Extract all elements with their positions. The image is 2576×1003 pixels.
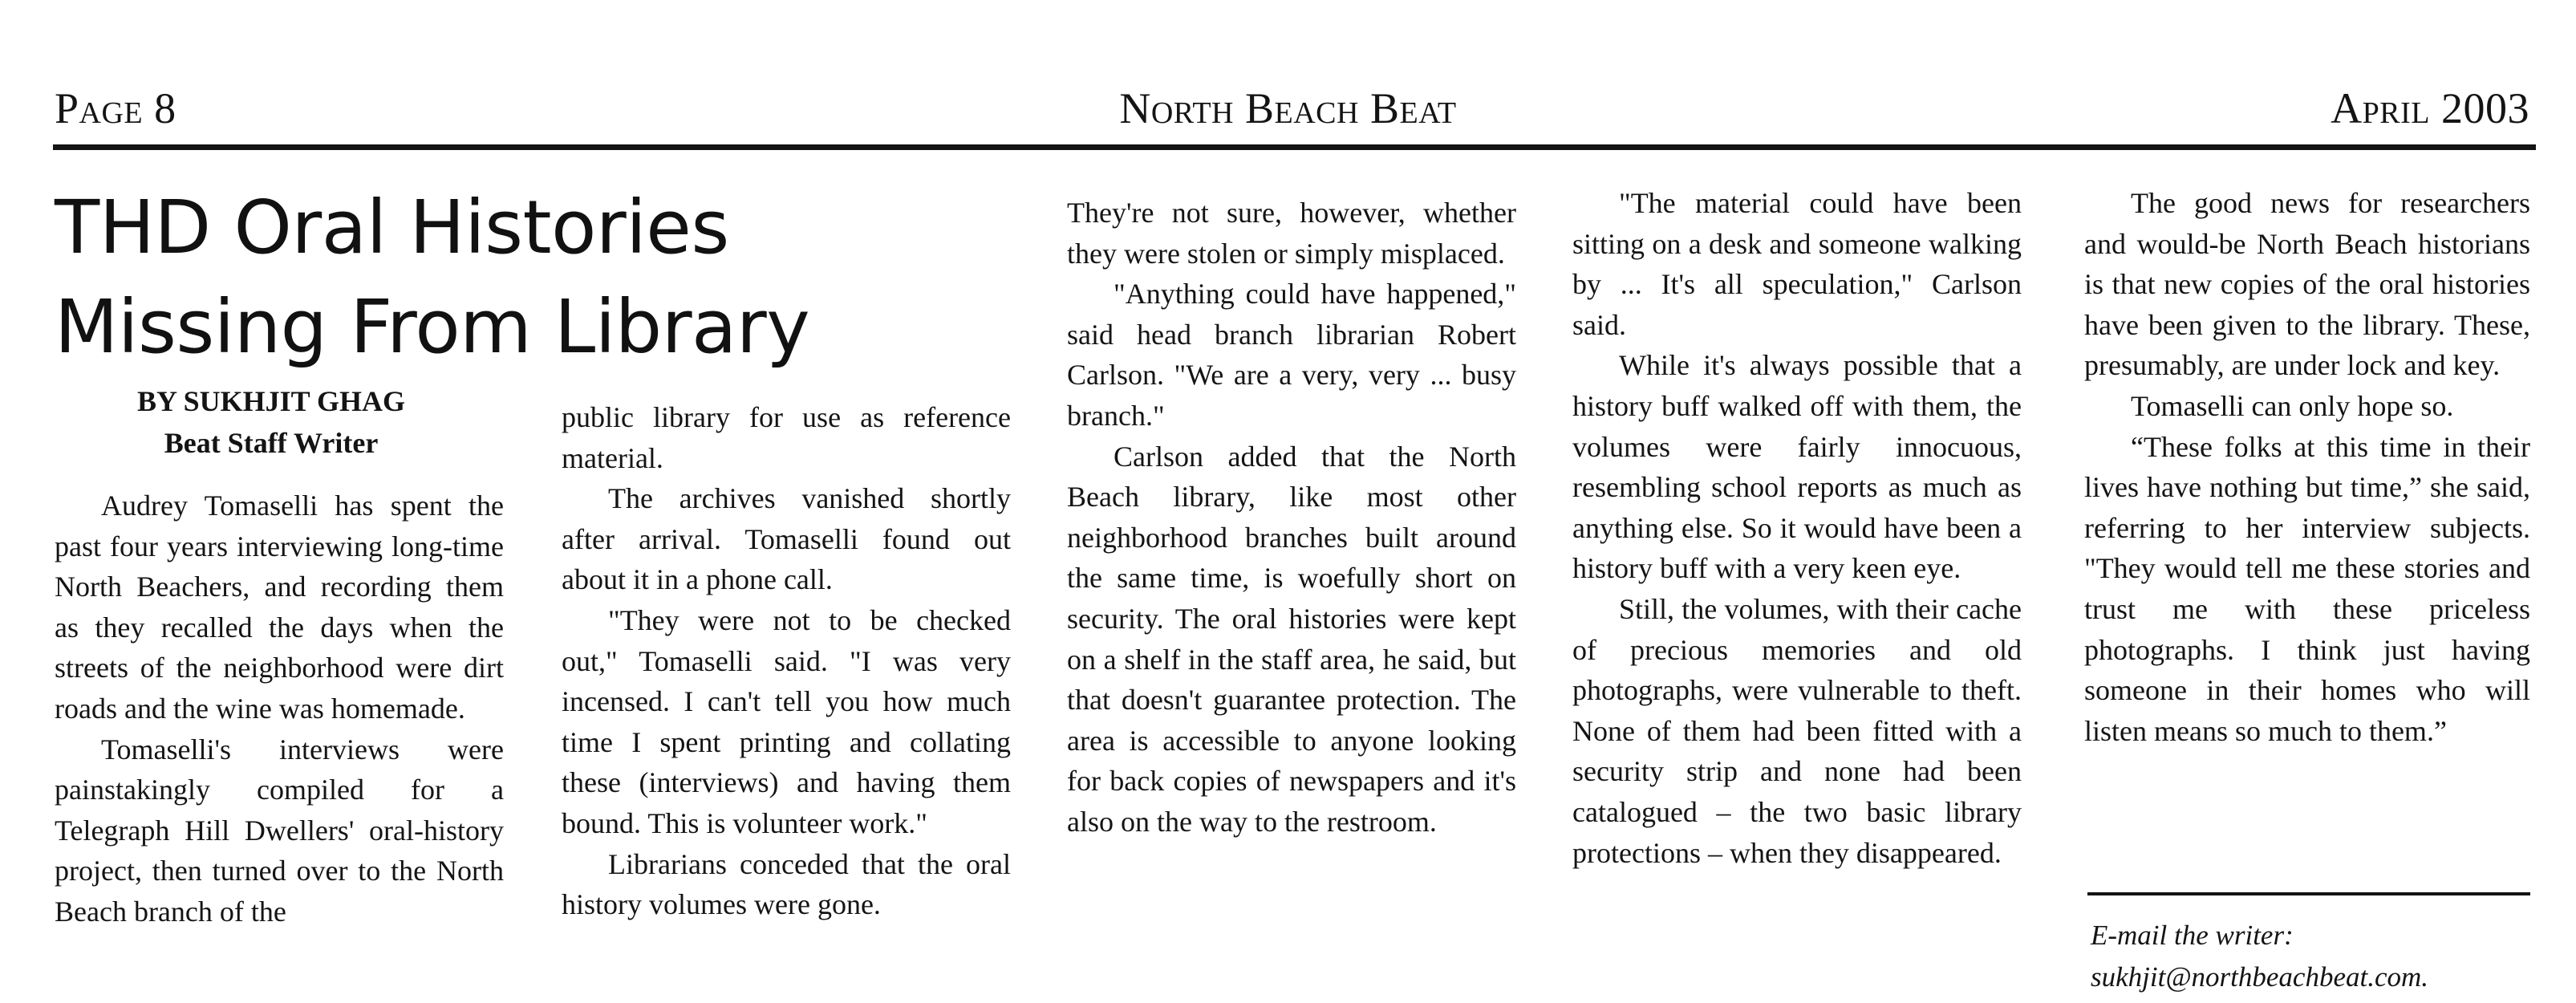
article-paragraph: They're not sure, however, whether they were stolen or simply misplaced.: [1067, 197, 1516, 270]
article-column-5: [2084, 183, 2530, 751]
contact-email: sukhjit@northbeachbeat.com.: [2091, 961, 2429, 993]
writer-contact: [2091, 915, 2540, 998]
article-paragraph: “These folks at this time in their lives have nothing but time,” she said, referring to her interview subjects. "They would tell me these stories and trust me with these priceless photographs. I think just having someone in their homes who will listen means so much to them.”: [2084, 430, 2530, 747]
article-headline: [55, 178, 977, 377]
byline-name: BY SUKHJIT GHAG: [136, 385, 406, 417]
article-column-3: [1067, 193, 1516, 843]
article-column-4: [1572, 183, 2022, 873]
article-paragraph: While it's always possible that a history buff walked off with them, the volumes were fairly innocuous, resembling school reports as much as anything else. So it would have been a history buff with a very keen eye.: [1572, 349, 2022, 585]
article-paragraph: Still, the volumes, with their cache of precious memories and old photographs, were vulnerable to theft. None of them had been fitted with a security strip and none had been catalogued – the two basic library protections – when they disappeared.: [1572, 592, 2022, 869]
article-paragraph: Carlson added that the North Beach library, like most other neighborhood branches built around the same time, is woefully short on security. The oral histories were kept on a shelf in the staff area, he said, but that doesn't guarantee protection. The area is accessible to anyone looking for back copies of newspapers and it's also on the way to the restroom.: [1067, 440, 1516, 838]
page-number: Page 8: [55, 84, 176, 132]
article-end-rule: [2087, 892, 2530, 895]
byline: [55, 380, 488, 464]
headline-line-2: Missing From Library: [55, 284, 810, 370]
issue-date: April 2003: [2331, 84, 2529, 132]
article-column-1: [55, 485, 504, 932]
byline-title: Beat Staff Writer: [164, 427, 379, 459]
article-paragraph: "Anything could have happened," said head branch librarian Robert Carlson. "We are a very, very ... busy branch.": [1067, 278, 1516, 432]
publication-name: North Beach Beat: [1119, 84, 1457, 132]
article-paragraph: public library for use as reference material.: [562, 401, 1011, 474]
article-paragraph: "The material could have been sitting on a desk and someone walking by ... It's all speculation," Carlson said.: [1572, 187, 2022, 341]
article-paragraph: Tomaselli's interviews were painstakingly compiled for a Telegraph Hill Dwellers' oral-history project, then turned over to the North Beach branch of the: [55, 733, 504, 928]
contact-label: E-mail the writer:: [2091, 920, 2294, 951]
header-rule: [53, 144, 2536, 150]
article-paragraph: Audrey Tomaselli has spent the past four years interviewing long-time North Beachers, and recording them as they recalled the days when the streets of the neighborhood were dirt roads and the wine was homemade.: [55, 489, 504, 725]
article-paragraph: Tomaselli can only hope so.: [2131, 389, 2454, 422]
article-paragraph: The good news for researchers and would-be North Beach historians is that new copies of the oral histories have been given to the library. These, presumably, are under lock and key.: [2084, 187, 2530, 382]
article-paragraph: "They were not to be checked out," Tomaselli said. "I was very incensed. I can't tell you how much time I spent printing and collating these (interviews) and having them bound. This is volunteer work.": [562, 603, 1011, 839]
article-column-2: [562, 397, 1011, 925]
article-paragraph: Librarians conceded that the oral history volumes were gone.: [562, 847, 1011, 921]
article-paragraph: The archives vanished shortly after arrival. Tomaselli found out about it in a phone call.: [562, 482, 1011, 596]
headline-line-1: THD Oral Histories: [55, 185, 729, 270]
